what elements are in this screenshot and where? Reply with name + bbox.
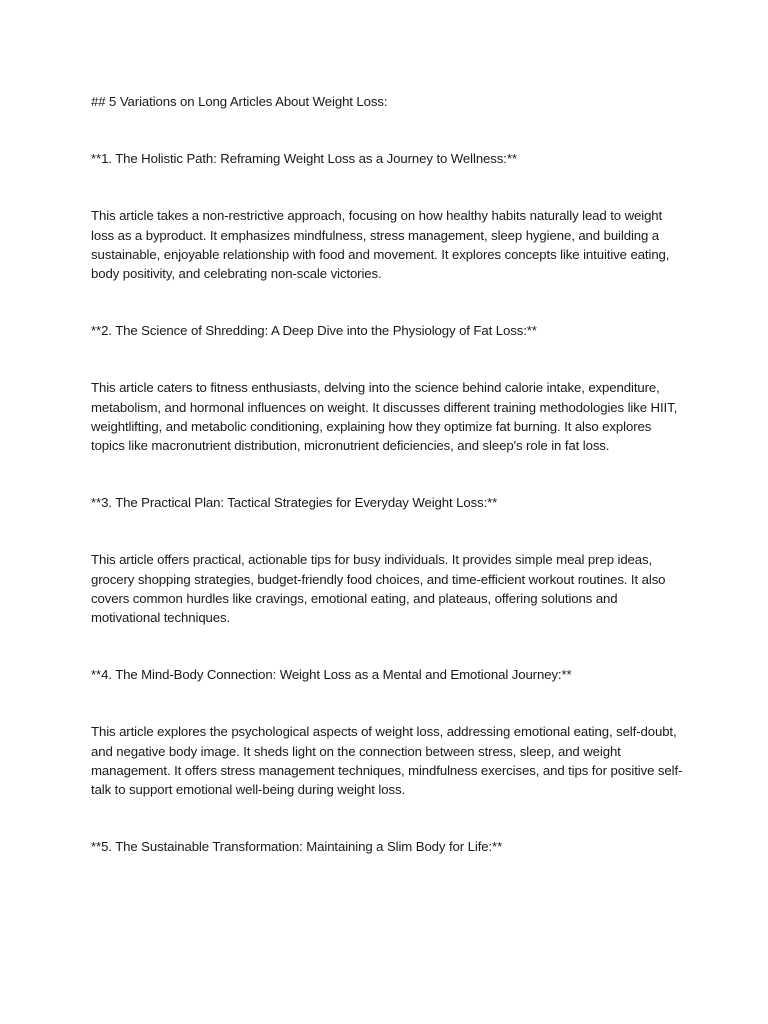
section-1-heading: **1. The Holistic Path: Reframing Weight Loss as a Journey to Wellness:** xyxy=(91,151,517,167)
section-2-heading: **2. The Science of Shredding: A Deep Dive into the Physiology of Fat Loss:** xyxy=(91,323,537,339)
section-2-body: This article caters to fitness enthusiasts, delving into the science behind calorie intake, expenditure, metabolism, and hormonal influences on weight. It discusses different training methodologies like HIIT, weightlifting, and metabolic conditioning, explaining how they optimize fat burning. It also explores topics like macronutrient distribution, micronutrient deficiencies, and sleep's role in fat loss. xyxy=(91,380,678,454)
section-5-heading: **5. The Sustainable Transformation: Maintaining a Slim Body for Life:** xyxy=(91,839,503,855)
section-1-body: This article takes a non-restrictive approach, focusing on how healthy habits naturally lead to weight loss as a byproduct. It emphasizes mindfulness, stress management, sleep hygiene, and building a sustainable, enjoyable relationship with food and movement. It explores concepts like intuitive eating, body positivity, and celebrating non-scale victories. xyxy=(91,208,670,282)
section-3-heading: **3. The Practical Plan: Tactical Strategies for Everyday Weight Loss:** xyxy=(91,495,498,511)
document-title: ## 5 Variations on Long Articles About Weight Loss: xyxy=(91,94,388,109)
document-content xyxy=(91,92,683,856)
section-3-body: This article offers practical, actionable tips for busy individuals. It provides simple meal prep ideas, grocery shopping strategies, budget-friendly food choices, and time-efficient workout routines. It also covers common hurdles like cravings, emotional eating, and plateaus, offering solutions and motivational techniques. xyxy=(91,552,666,626)
section-4-body: This article explores the psychological aspects of weight loss, addressing emotional eating, self-doubt, and negative body image. It sheds light on the connection between stress, sleep, and weight management. It offers stress management techniques, mindfulness exercises, and tips for positive self-talk to support emotional well-being during weight loss. xyxy=(91,724,683,798)
section-4-heading: **4. The Mind-Body Connection: Weight Loss as a Mental and Emotional Journey:** xyxy=(91,667,572,683)
